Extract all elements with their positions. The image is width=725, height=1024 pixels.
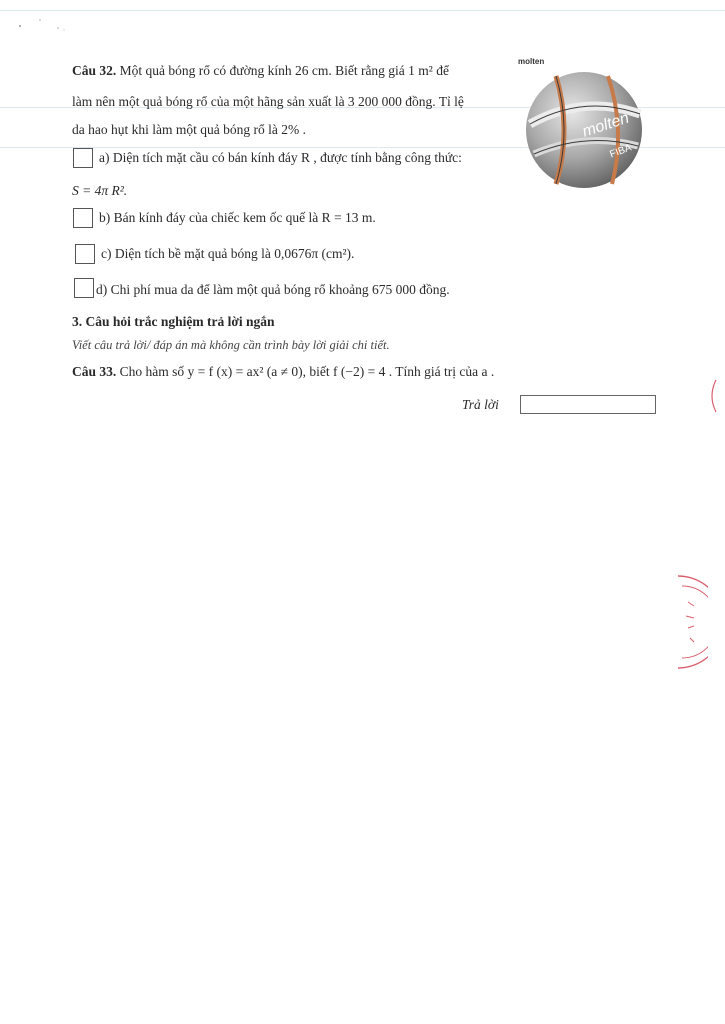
red-stamp-partial	[648, 572, 708, 672]
scan-line-top	[0, 10, 725, 11]
option-b-checkbox[interactable]	[73, 208, 93, 228]
option-a-formula: S = 4π R².	[72, 183, 128, 198]
q32-line-3: da hao hụt khi làm một quả bóng rổ là 2% .	[72, 122, 306, 137]
basketball-image	[516, 54, 646, 190]
ball-brand-on-ball: molten	[580, 109, 632, 141]
scan-specks	[14, 14, 74, 34]
option-a-checkbox[interactable]	[73, 148, 93, 168]
q32-label: Câu 32.	[72, 63, 117, 78]
ball-fiba-text: FIBA	[608, 142, 634, 161]
option-d-checkbox[interactable]	[74, 278, 94, 298]
answer-input-box[interactable]	[520, 395, 656, 414]
margin-bracket-mark	[706, 378, 720, 414]
answer-label: Trả lời	[462, 397, 499, 412]
option-c-checkbox[interactable]	[75, 244, 95, 264]
section-3-heading: 3. Câu hỏi trắc nghiệm trả lời ngắn	[72, 314, 275, 329]
q33-line	[72, 363, 494, 381]
section-3-instruction: Viết câu trả lời/ đáp án mà không cần trình bày lời giải chi tiết.	[72, 338, 390, 352]
ball-brand-logo: molten	[518, 57, 545, 66]
q32-line-1	[72, 62, 449, 80]
option-d-text: d) Chi phí mua da để làm một quả bóng rổ khoảng 675 000 đồng.	[96, 282, 450, 297]
q32-line-2: làm nên một quả bóng rổ của một hãng sản xuất là 3 200 000 đồng. Tỉ lệ	[72, 94, 464, 109]
option-b-text: b) Bán kính đáy của chiếc kem ốc quế là R = 13 m.	[99, 210, 376, 225]
q33-label: Câu 33.	[72, 364, 117, 379]
q32-line-1-text: Một quả bóng rổ có đường kính 26 cm. Biết rằng giá 1 m² để	[119, 63, 449, 78]
option-c-text: c) Diện tích bề mặt quả bóng là 0,0676π (cm²).	[101, 246, 355, 261]
q33-text: Cho hàm số y = f (x) = ax² (a ≠ 0), biết f (−2) = 4 . Tính giá trị của a .	[119, 364, 495, 379]
option-a-text: a) Diện tích mặt cầu có bán kính đáy R , được tính bằng công thức:	[99, 150, 462, 165]
